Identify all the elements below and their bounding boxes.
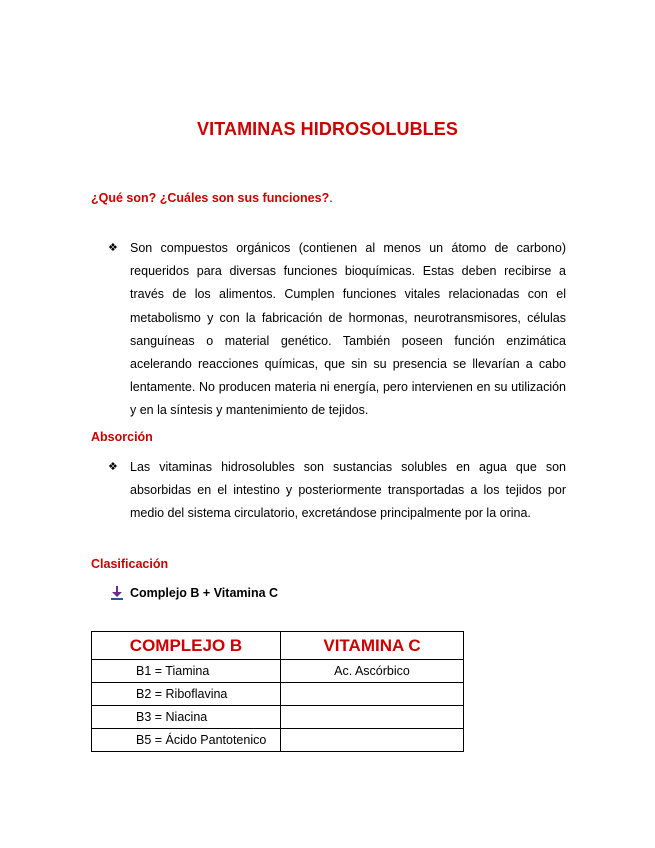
absorcion-paragraph: Las vitaminas hidrosolubles son sustancias solubles en agua que son absorbidas en el intestino y posteriormente transportadas a los tejidos por medio del sistema circulatorio, excretándose principalmente por la orina. — [130, 460, 566, 521]
definition-paragraph: Son compuestos orgánicos (contienen al menos un átomo de carbono) requeridos para diversas funciones bioquímicas. Estas deben recibirse a través de los alimentos. Cumplen funciones vitales relacionadas con el metabolismo y con la fabricación de hormonas, neurotransmisores, células sanguíneas o material genético. También poseen función enzimática acelerando reacciones químicas, que sin su presencia se llevarían a cabo lentamente. No producen materia ni energía, pero intervienen en su utilización y en la síntesis y mantenimiento de tejidos. — [130, 241, 566, 418]
table-row — [92, 660, 464, 683]
table-header-row — [92, 632, 464, 660]
section-heading-que-son — [91, 191, 333, 205]
diamond-dots-icon: ❖ — [108, 461, 118, 473]
table-cell: B2 = Riboflavina — [92, 683, 281, 706]
section-heading-absorcion: Absorción — [91, 430, 153, 444]
table-row — [92, 706, 464, 729]
table-cell: B1 = Tiamina — [92, 660, 281, 683]
section-heading-clasificacion: Clasificación — [91, 557, 169, 571]
sub-item-label: Complejo B + Vitamina C — [130, 586, 279, 600]
table-row — [92, 729, 464, 752]
table-cell — [281, 729, 464, 752]
vitamin-table — [91, 631, 464, 752]
table-cell — [281, 706, 464, 729]
table-row — [92, 683, 464, 706]
column-header-vitamina-c: VITAMINA C — [281, 632, 464, 660]
page-title: VITAMINAS HIDROSOLUBLES — [197, 119, 458, 139]
table-cell: B3 = Niacina — [92, 706, 281, 729]
table-cell: B5 = Ácido Pantotenico — [92, 729, 281, 752]
table-cell: Ac. Ascórbico — [281, 660, 464, 683]
bullet-definition — [108, 237, 566, 423]
heading-period: . — [329, 191, 333, 205]
diamond-dots-icon: ❖ — [108, 242, 118, 254]
sub-item-complejo — [110, 586, 278, 600]
section-heading-text: ¿Qué son? ¿Cuáles son sus funciones? — [91, 191, 330, 205]
arrow-down-icon — [110, 586, 130, 600]
table-cell — [281, 683, 464, 706]
bullet-absorcion — [108, 456, 566, 526]
column-header-complejo-b: COMPLEJO B — [92, 632, 281, 660]
